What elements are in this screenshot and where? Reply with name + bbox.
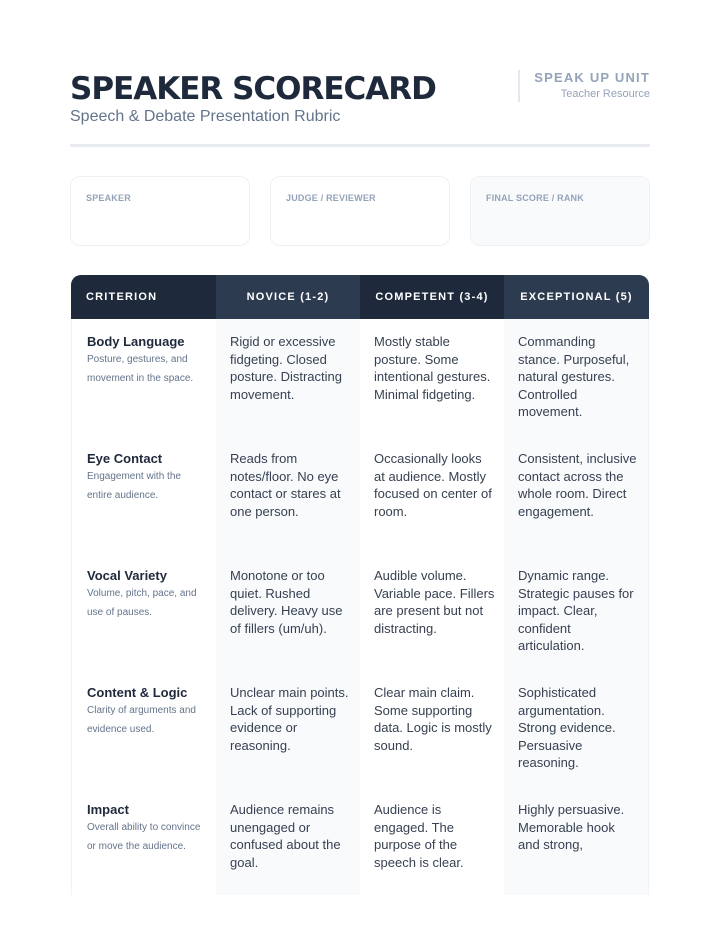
unit-subtitle: Teacher Resource <box>560 88 650 100</box>
criterion-name: Eye Contact <box>87 451 163 466</box>
criterion-description: Clarity of arguments and evidence used. <box>87 705 196 735</box>
table-row <box>71 787 649 895</box>
speaker-field[interactable] <box>70 176 250 246</box>
competent-text: Audible volume. Variable pace. Fillers are present but not distracting. <box>374 568 495 636</box>
exceptional-cell <box>504 787 649 895</box>
exceptional-cell <box>504 553 649 670</box>
competent-cell <box>360 319 504 436</box>
criterion-cell <box>71 553 216 670</box>
criterion-name: Impact <box>87 802 129 817</box>
novice-text: Monotone or too quiet. Rushed delivery. Heavy use of fillers (um/uh). <box>230 568 343 636</box>
novice-cell <box>216 319 360 436</box>
competent-text: Mostly stable posture. Some intentional gestures. Minimal fidgeting. <box>374 334 491 402</box>
criterion-cell <box>71 319 216 436</box>
speaker-field-label: SPEAKER <box>86 193 131 203</box>
table-row <box>71 436 649 553</box>
criterion-cell <box>71 787 216 895</box>
unit-block <box>518 70 650 102</box>
criterion-description: Volume, pitch, pace, and use of pauses. <box>87 588 197 618</box>
competent-text: Audience is engaged. The purpose of the speech is clear. <box>374 802 464 870</box>
novice-cell <box>216 670 360 787</box>
table-header <box>71 275 649 319</box>
page-title: SPEAKER SCORECARD <box>70 71 436 107</box>
judge-field-label: JUDGE / REVIEWER <box>286 193 376 203</box>
exceptional-cell <box>504 670 649 787</box>
criterion-name: Vocal Variety <box>87 568 167 583</box>
column-header-criterion: CRITERION <box>71 275 216 319</box>
exceptional-text: Highly persuasive. Memorable hook and strong, <box>518 802 625 852</box>
header-divider <box>70 144 650 147</box>
competent-cell <box>360 436 504 553</box>
novice-cell <box>216 787 360 895</box>
competent-cell <box>360 670 504 787</box>
exceptional-text: Sophisticated argumentation. Strong evidence. Persuasive reasoning. <box>518 685 616 770</box>
exceptional-text: Commanding stance. Purposeful, natural gestures. Controlled movement. <box>518 334 630 419</box>
novice-text: Rigid or excessive fidgeting. Closed posture. Distracting movement. <box>230 334 342 402</box>
novice-cell <box>216 436 360 553</box>
exceptional-text: Dynamic range. Strategic pauses for impact. Clear, confident articulation. <box>518 568 634 653</box>
competent-cell <box>360 553 504 670</box>
exceptional-text: Consistent, inclusive contact across the whole room. Direct engagement. <box>518 451 637 519</box>
novice-text: Audience remains unengaged or confused about the goal. <box>230 802 341 870</box>
novice-text: Unclear main points. Lack of supporting evidence or reasoning. <box>230 685 349 753</box>
novice-text: Reads from notes/floor. No eye contact or stares at one person. <box>230 451 341 519</box>
column-header-exceptional: EXCEPTIONAL (5) <box>504 275 649 319</box>
exceptional-cell <box>504 436 649 553</box>
final-score-field-label: FINAL SCORE / RANK <box>486 193 584 203</box>
novice-cell <box>216 553 360 670</box>
table-row <box>71 670 649 787</box>
criterion-description: Overall ability to convince or move the audience. <box>87 822 201 852</box>
rubric-table <box>71 275 649 895</box>
criterion-cell <box>71 670 216 787</box>
criterion-name: Body Language <box>87 334 185 349</box>
criterion-cell <box>71 436 216 553</box>
exceptional-cell <box>504 319 649 436</box>
criterion-name: Content & Logic <box>87 685 188 700</box>
page-header <box>70 70 650 130</box>
unit-title: SPEAK UP UNIT <box>534 70 650 85</box>
criterion-description: Posture, gestures, and movement in the space. <box>87 354 194 384</box>
column-header-novice: NOVICE (1-2) <box>216 275 360 319</box>
table-row <box>71 319 649 436</box>
table-row <box>71 553 649 670</box>
page-subtitle: Speech & Debate Presentation Rubric <box>70 108 341 125</box>
competent-text: Occasionally looks at audience. Mostly focused on center of room. <box>374 451 492 519</box>
column-header-competent: COMPETENT (3-4) <box>360 275 504 319</box>
final-score-field[interactable] <box>470 176 650 246</box>
competent-text: Clear main claim. Some supporting data. Logic is mostly sound. <box>374 685 492 753</box>
criterion-description: Engagement with the entire audience. <box>87 471 181 501</box>
competent-cell <box>360 787 504 895</box>
info-fields <box>70 176 650 246</box>
judge-field[interactable] <box>270 176 450 246</box>
